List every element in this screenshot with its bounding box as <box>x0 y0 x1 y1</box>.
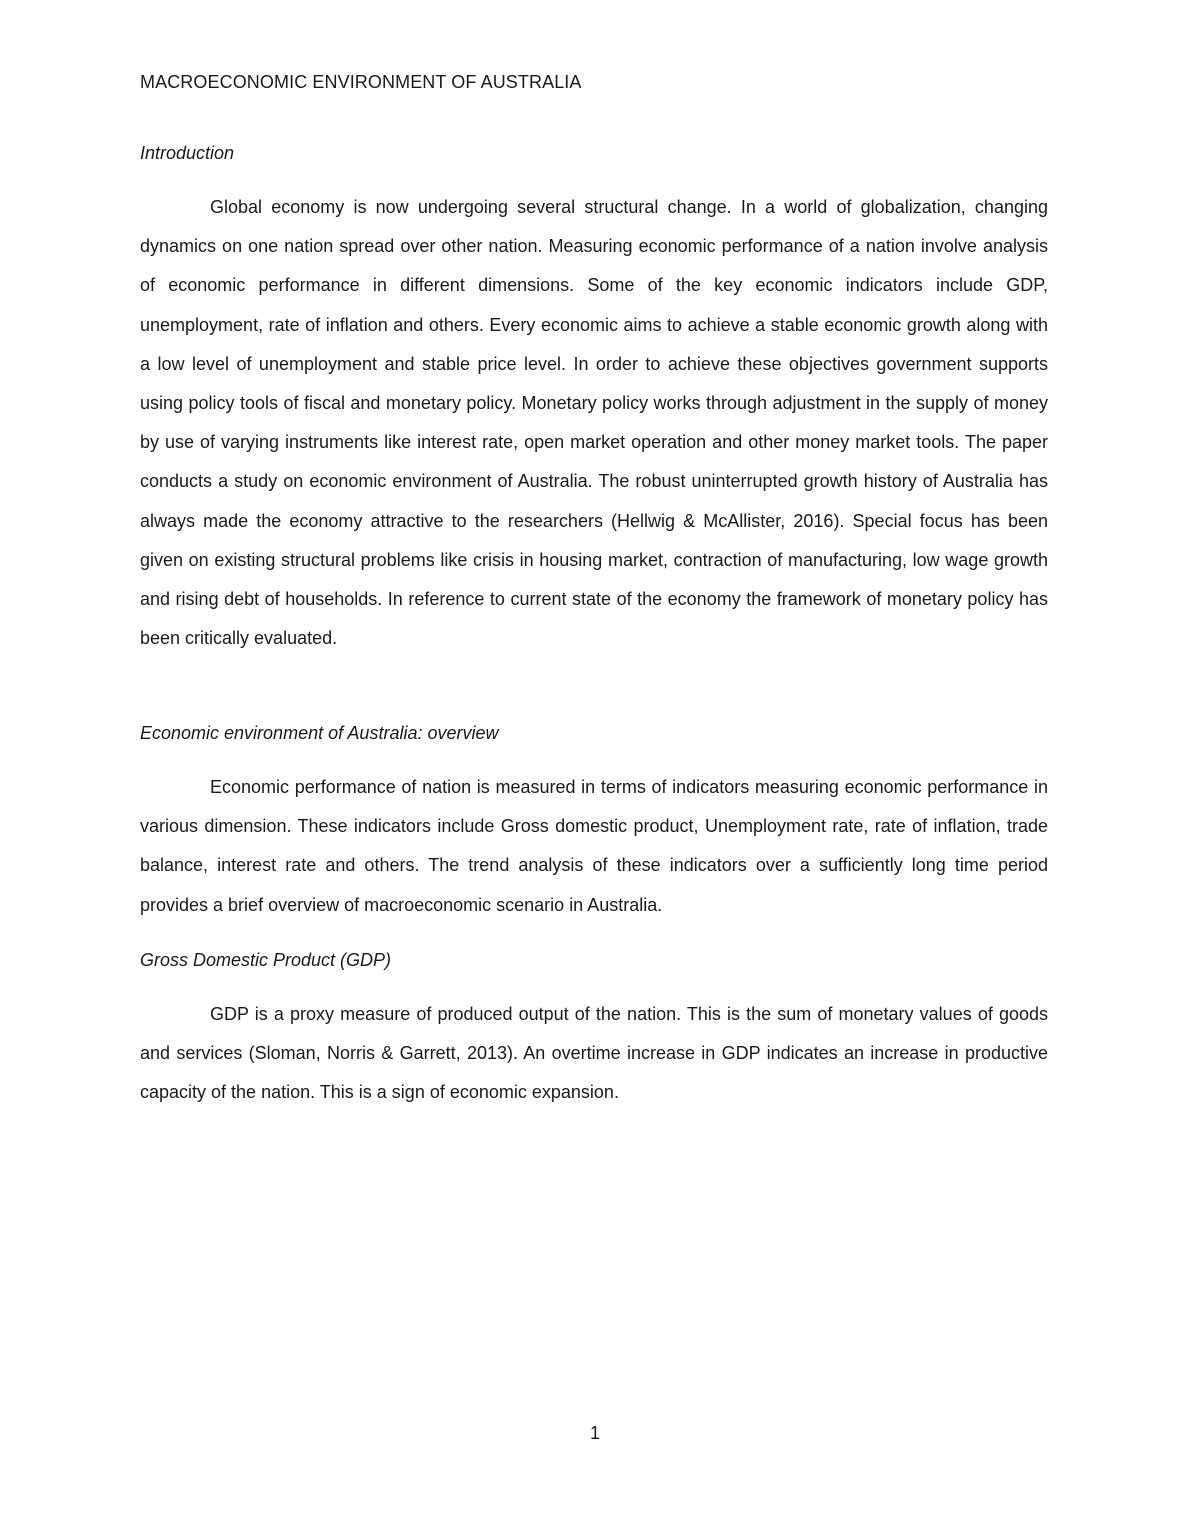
section-heading-overview: Economic environment of Australia: overview <box>140 723 499 743</box>
section-heading-gdp: Gross Domestic Product (GDP) <box>140 950 392 970</box>
running-head: MACROECONOMIC ENVIRONMENT OF AUSTRALIA <box>140 72 582 92</box>
section-heading-introduction: Introduction <box>140 143 235 163</box>
paragraph-gdp: GDP is a proxy measure of produced output of the nation. This is the sum of monetary values of goods and services (Sloman, Norris & Garrett, 2013). An overtime increase in GDP indicates an increase in productive capacity of the nation. This is a sign of economic expansion. <box>140 1004 1048 1103</box>
paragraph-overview: Economic performance of nation is measured in terms of indicators measuring economic performance in various dimension. These indicators include Gross domestic product, Unemployment rate, rate of inflation, trade balance, interest rate and others. The trend analysis of these indicators over a sufficiently long time period provides a brief overview of macroeconomic scenario in Australia. <box>140 777 1048 915</box>
paragraph-introduction: Global economy is now undergoing several structural change. In a world of globalization, changing dynamics on one nation spread over other nation. Measuring economic performance of a nation involve analysis of economic performance in different dimensions. Some of the key economic indicators include GDP, unemployment, rate of inflation and others. Every economic aims to achieve a stable economic growth along with a low level of unemployment and stable price level. In order to achieve these objectives government supports using policy tools of fiscal and monetary policy. Monetary policy works through adjustment in the supply of money by use of varying instruments like interest rate, open market operation and other money market tools. The paper conducts a study on economic environment of Australia. The robust uninterrupted growth history of Australia has always made the economy attractive to the researchers (Hellwig & McAllister, 2016). Special focus has been given on existing structural problems like crisis in housing market, contraction of manufacturing, low wage growth and rising debt of households. In reference to current state of the economy the framework of monetary policy has been critically evaluated. <box>140 197 1048 649</box>
page-number: 1 <box>589 1423 600 1443</box>
